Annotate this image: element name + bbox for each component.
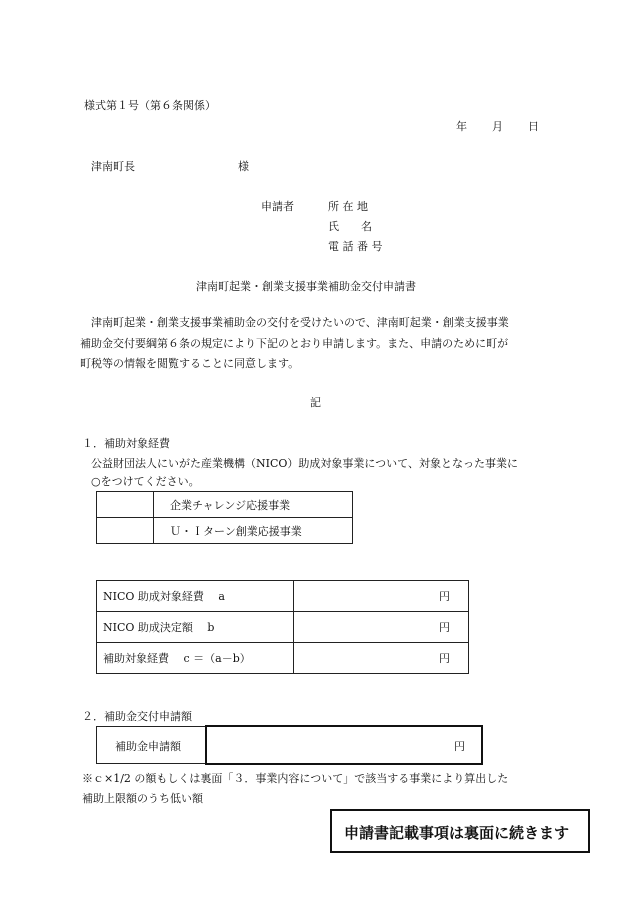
date-year: 年	[456, 120, 467, 133]
continued-notice: 申請書記載事項は裏面に続きます	[344, 824, 570, 842]
program-table	[96, 491, 353, 544]
body-line-2: 補助金交付要綱第６条の規定により下記のとおり申請します。また、申請のために町が	[80, 337, 509, 350]
expense-value[interactable]: 円	[294, 643, 469, 674]
note-line-2: 補助上限額のうち低い額	[82, 792, 203, 805]
body-line-3: 町税等の情報を閲覧することに同意します。	[80, 357, 300, 370]
applicant-address-label: 所 在 地	[328, 200, 368, 213]
expense-value[interactable]: 円	[294, 612, 469, 643]
applicant-name-label: 氏 名	[328, 220, 372, 233]
section1-instruction-1: 公益財団法人にいがた産業機構（NICO）助成対象事業について、対象となった事業に	[91, 457, 518, 470]
amount-input-box[interactable]	[205, 725, 483, 765]
program-mark-cell[interactable]	[97, 518, 154, 544]
table-row	[97, 492, 353, 518]
expense-table	[96, 580, 469, 674]
section2-heading: ２．補助金交付申請額	[82, 710, 192, 723]
continued-notice-box	[330, 809, 590, 853]
honorific: 様	[238, 160, 249, 173]
amount-label: 補助金申請額	[115, 740, 181, 753]
expense-label: NICO 助成対象経費 a	[97, 581, 294, 612]
expense-value[interactable]: 円	[294, 581, 469, 612]
table-row	[97, 581, 469, 612]
program-mark-cell[interactable]	[97, 492, 154, 518]
body-line-1: 津南町起業・創業支援事業補助金の交付を受けたいので、津南町起業・創業支援事業	[91, 316, 509, 329]
expense-label: NICO 助成決定額 b	[97, 612, 294, 643]
document-title: 津南町起業・創業支援事業補助金交付申請書	[196, 280, 416, 293]
table-row	[97, 518, 353, 544]
note-line-1: ※ｃ×1/2 の額もしくは裏面「３．事業内容について」で該当する事業により算出した	[82, 772, 509, 785]
date-day: 日	[528, 120, 539, 133]
form-number: 様式第１号（第６条関係）	[84, 99, 216, 112]
amount-label-box	[96, 726, 206, 764]
table-row	[97, 612, 469, 643]
applicant-label: 申請者	[261, 200, 294, 213]
table-row	[97, 643, 469, 674]
section1-instruction-2: ○をつけてください。	[91, 475, 200, 488]
ki-marker: 記	[310, 396, 321, 409]
expense-label: 補助対象経費 c ＝（a－b）	[97, 643, 294, 674]
date-month: 月	[492, 120, 503, 133]
program-name: Ｕ・Ｉターン創業応援事業	[154, 518, 353, 544]
section1-heading: １．補助対象経費	[82, 437, 170, 450]
addressee: 津南町長	[91, 160, 135, 173]
program-name: 企業チャレンジ応援事業	[154, 492, 353, 518]
amount-unit: 円	[454, 740, 465, 753]
applicant-phone-label: 電 話 番 号	[328, 240, 383, 253]
